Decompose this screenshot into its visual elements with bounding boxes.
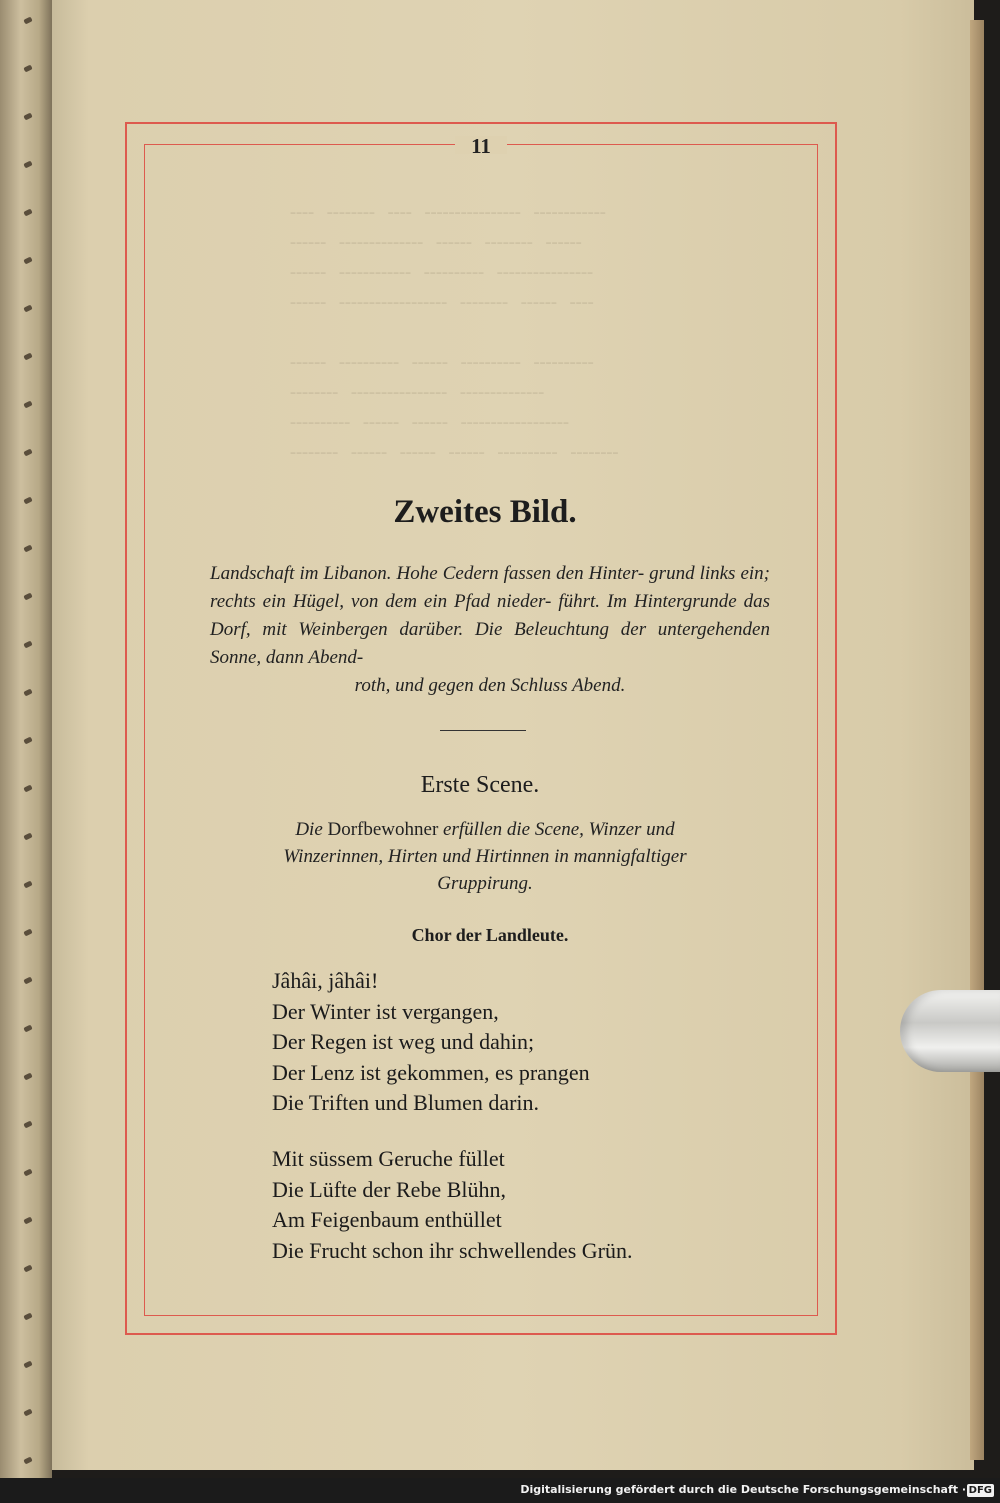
verse-line: Der Lenz ist gekommen, es prangen <box>272 1059 590 1085</box>
stage-direction-line: Die Beleuchtung der untergehenden Sonne, dann Abend- <box>210 619 770 668</box>
footer-credit: Digitalisierung gefördert durch die Deutsche Forschungsgemeinschaft · <box>520 1483 966 1496</box>
chorus-heading: Chor der Landleute. <box>411 925 569 945</box>
scene-description <box>225 816 745 897</box>
verse-line: Die Frucht schon ihr schwellendes Grün. <box>272 1237 633 1263</box>
stage-direction-line: führt. Im Hintergrunde das Dorf, mit Weinbergen darüber. <box>210 591 771 640</box>
scene-description-line: Winzerinnen, Hirten und Hirtinnen in mannigfaltiger <box>283 846 687 867</box>
stage-direction-line: Landschaft im Libanon. Hohe Cedern fassen den Hinter- <box>210 563 645 584</box>
scene-title: Erste Scene. <box>420 772 540 798</box>
bleed-through-texture: ╌╌ ╌╌╌╌ ╌╌ ╌╌╌╌╌╌╌╌ ╌╌╌╌╌╌ ╌╌╌ ╌╌╌╌╌╌╌ ╌╌╌ ╌╌╌╌ ╌╌╌ ╌╌╌ ╌╌╌╌╌╌ ╌╌╌╌╌ ╌╌╌╌╌╌╌╌ ╌╌╌ ╌╌╌╌╌╌╌╌╌ ╌╌╌╌ ╌╌╌ ╌╌ ╌╌╌ ╌╌╌╌╌ ╌╌╌ ╌╌╌╌╌ ╌╌╌╌╌ ╌╌╌╌ ╌╌╌╌╌╌╌╌ ╌╌╌╌╌╌╌ ╌╌╌╌╌ ╌╌╌ ╌╌╌ ╌╌╌╌╌╌╌╌╌ ╌╌╌╌ ╌╌╌ ╌╌╌ ╌╌╌ ╌╌╌╌╌ ╌╌╌╌ <box>290 201 619 465</box>
verse-line: Jâhâi, jâhâi! <box>272 968 379 993</box>
dfg-logo: DFG <box>968 1485 992 1496</box>
stage-direction <box>210 560 770 700</box>
verse-stanza-1 <box>272 966 772 1119</box>
verse-line: Die Triften und Blumen darin. <box>272 1090 540 1115</box>
page-clip <box>900 990 1000 1072</box>
verse-stanza-2 <box>272 1144 772 1266</box>
stage-direction-line: roth, und gegen den Schluss Abend. <box>354 675 626 696</box>
verse-line: Am Feigenbaum enthüllet <box>272 1207 502 1232</box>
scene-description-emphasis: Dorfbewohner <box>327 819 439 840</box>
verse-line: Der Winter ist vergangen, <box>272 998 499 1024</box>
verse-line: Der Regen ist weg und dahin; <box>272 1029 535 1054</box>
verse-line: Mit süssem Geruche füllet <box>272 1146 505 1171</box>
section-divider <box>440 730 526 731</box>
page-number: 11 <box>471 134 491 158</box>
verse-line: Die Lüfte der Rebe Blühn, <box>272 1176 506 1202</box>
section-title: Zweites Bild. <box>393 494 577 530</box>
scene-description-text: erfüllen die Scene, Winzer und <box>443 819 675 840</box>
stage-direction-line: grund links ein; rechts ein Hügel, von dem ein Pfad nieder- <box>210 563 770 612</box>
page-edge <box>970 20 984 1460</box>
scene-description-text: Die <box>295 819 323 840</box>
scene-description-line: Gruppirung. <box>437 873 533 894</box>
